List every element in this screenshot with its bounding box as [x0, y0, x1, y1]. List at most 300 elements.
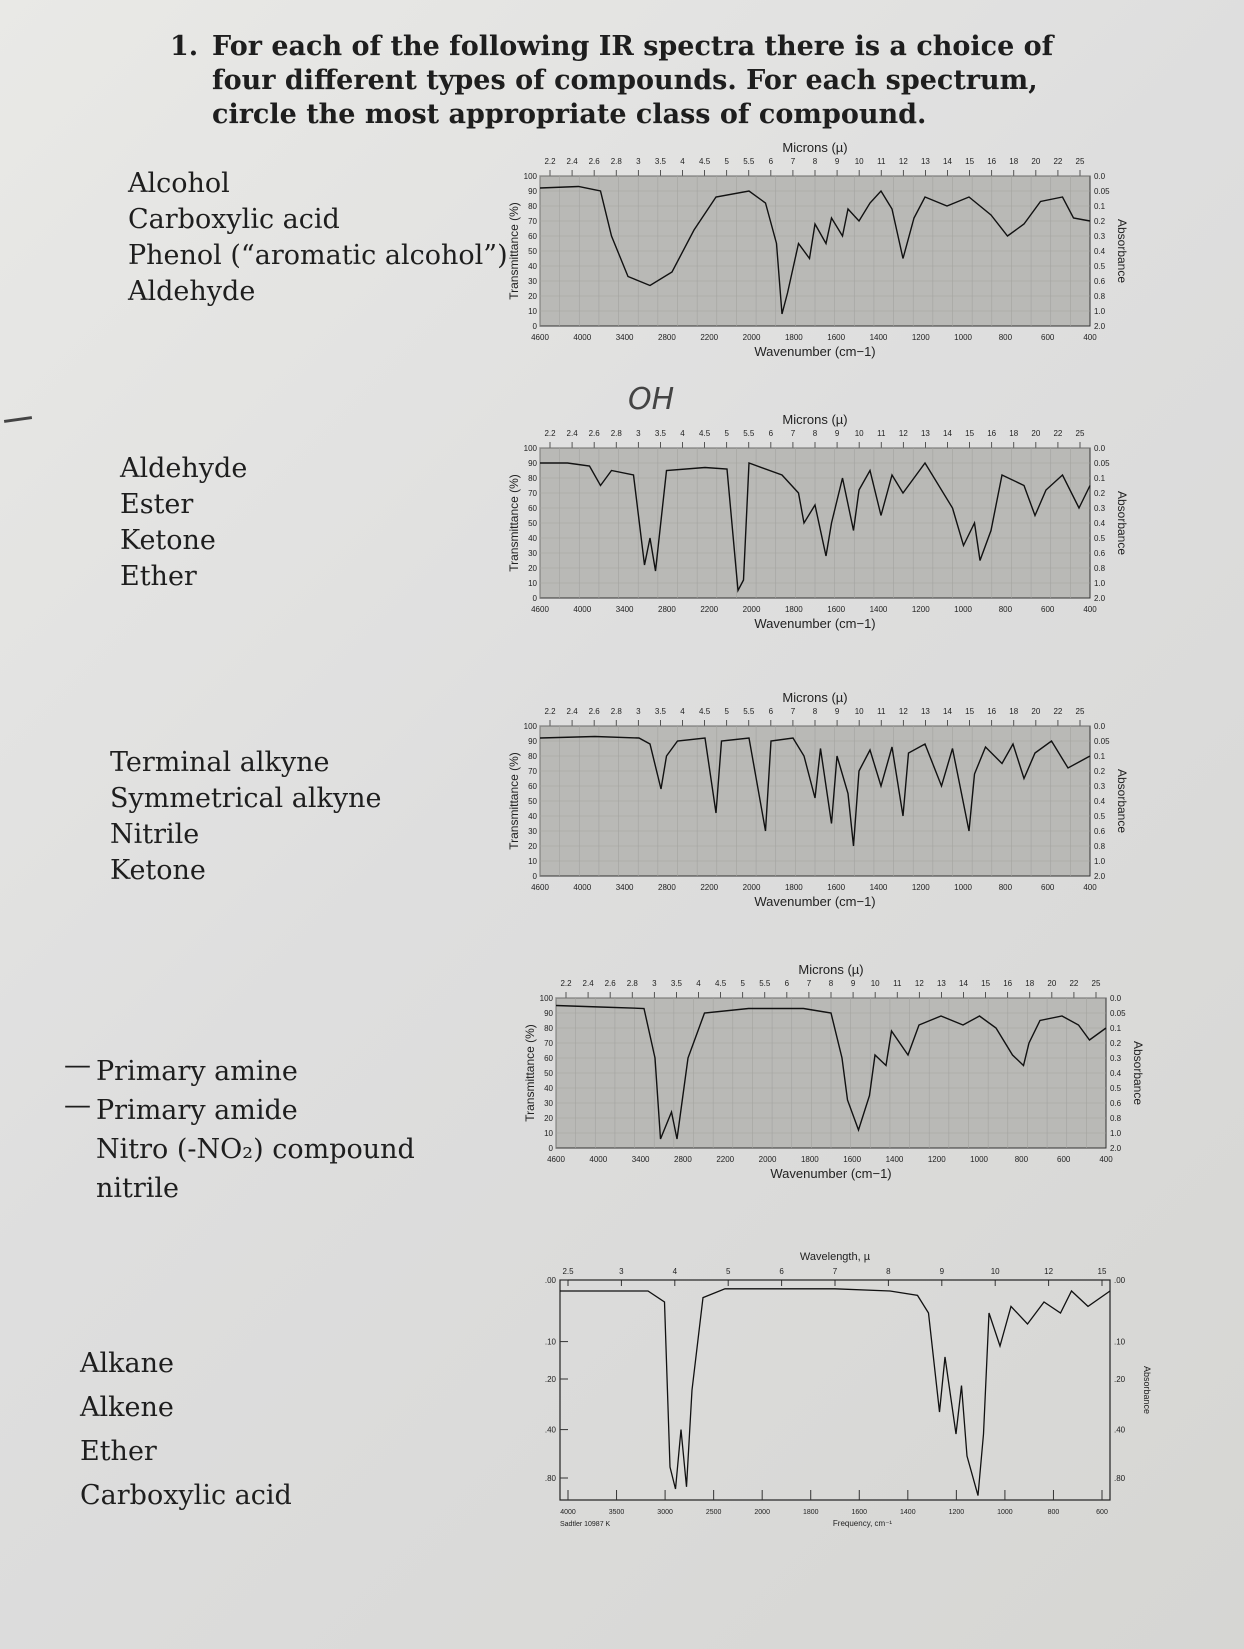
- micron-tick-label: 7: [806, 979, 812, 988]
- micron-tick-label: 2.8: [610, 429, 622, 438]
- micron-tick-label: 14: [959, 979, 968, 988]
- transmittance-tick-label: 80: [528, 474, 537, 483]
- wavelength-tick-label: 2.5: [562, 1267, 574, 1276]
- micron-tick-label: 5.5: [743, 707, 755, 716]
- micron-tick-label: 9: [834, 429, 840, 438]
- absorbance-tick-label: 0.4: [1094, 519, 1106, 528]
- wavenumber-tick-label: 1800: [800, 1155, 819, 1164]
- micron-tick-label: 22: [1069, 979, 1079, 988]
- micron-tick-label: 9: [834, 707, 840, 716]
- absorbance-tick-label: 0.3: [1094, 504, 1106, 513]
- spectrum-group: [523, 962, 1145, 1181]
- wavenumber-tick-label: 2800: [658, 605, 676, 614]
- wavenumber-tick-label: 800: [998, 883, 1013, 892]
- micron-tick-label: 4: [680, 429, 685, 438]
- absorbance-tick-label: 0.3: [1110, 1054, 1122, 1063]
- frequency-tick-label: 3000: [657, 1509, 673, 1516]
- absorbance-tick-label: 0.4: [1094, 797, 1106, 806]
- wavenumber-tick-label: 1200: [911, 605, 930, 614]
- left-tick-label: .20: [544, 1375, 556, 1384]
- choice-set-4: [96, 1052, 415, 1208]
- micron-tick-label: 3.5: [670, 979, 682, 988]
- choice-set-5: [80, 1342, 292, 1518]
- wavenumber-tick-label: 2000: [742, 883, 761, 892]
- plot-area: [560, 1280, 1110, 1500]
- choice-option[interactable]: Primary amide: [96, 1095, 298, 1126]
- wavenumber-axis-label: Wavenumber (cm−1): [754, 894, 876, 909]
- frequency-tick-label: 1400: [900, 1509, 916, 1516]
- absorbance-tick-label: 0.2: [1094, 489, 1106, 498]
- choice-option[interactable]: Alkane: [80, 1348, 174, 1379]
- wavenumber-tick-label: 4600: [531, 883, 549, 892]
- absorbance-tick-label: 0.3: [1094, 232, 1106, 241]
- absorbance-axis-label: Absorbance: [1115, 218, 1129, 284]
- absorbance-tick-label: 0.1: [1094, 202, 1106, 211]
- micron-tick-label: 20: [1031, 157, 1041, 166]
- absorbance-tick-label: 2.0: [1110, 1144, 1122, 1153]
- spectrum-svg: [530, 1250, 1170, 1550]
- wavenumber-tick-label: 800: [998, 605, 1013, 614]
- micron-tick-label: 9: [850, 979, 856, 988]
- micron-tick-label: 14: [943, 429, 952, 438]
- transmittance-tick-label: 20: [528, 292, 537, 301]
- micron-tick-label: 16: [987, 157, 997, 166]
- wavenumber-tick-label: 600: [1041, 333, 1055, 342]
- wavenumber-axis-label: Wavenumber (cm−1): [754, 616, 876, 631]
- choice-option[interactable]: Phenol (“aromatic alcohol”): [128, 240, 508, 271]
- micron-tick-label: 2.6: [588, 707, 600, 716]
- absorbance-tick-label: 0.2: [1110, 1039, 1122, 1048]
- right-tick-label: .20: [1114, 1375, 1126, 1384]
- micron-tick-label: 12: [898, 707, 908, 716]
- wavenumber-tick-label: 2200: [700, 605, 719, 614]
- micron-tick-label: 22: [1053, 707, 1063, 716]
- transmittance-tick-label: 20: [544, 1114, 553, 1123]
- ir-spectrum-4: [523, 962, 1146, 1226]
- spectrum-svg: [507, 690, 1130, 950]
- absorbance-tick-label: 2.0: [1094, 322, 1106, 331]
- transmittance-tick-label: 90: [528, 737, 537, 746]
- absorbance-tick-label: 0.0: [1094, 722, 1106, 731]
- frequency-tick-label: 1600: [851, 1509, 868, 1516]
- hand-dash-mark: —: [64, 1090, 91, 1121]
- micron-tick-label: 2.2: [560, 979, 572, 988]
- transmittance-tick-label: 10: [544, 1129, 553, 1138]
- micron-tick-label: 3.5: [654, 429, 666, 438]
- absorbance-tick-label: 0.05: [1094, 737, 1110, 746]
- transmittance-tick-label: 100: [539, 994, 553, 1003]
- micron-tick-label: 3: [636, 429, 641, 438]
- micron-tick-label: 22: [1053, 157, 1063, 166]
- micron-tick-label: 5: [724, 429, 729, 438]
- micron-tick-label: 25: [1075, 157, 1085, 166]
- choice-option[interactable]: Nitro (-NO₂) compound: [96, 1134, 415, 1165]
- wavenumber-tick-label: 400: [1083, 605, 1097, 614]
- transmittance-tick-label: 10: [528, 857, 537, 866]
- micron-tick-label: 7: [790, 707, 796, 716]
- choice-option[interactable]: Carboxylic acid: [128, 204, 340, 235]
- wavenumber-tick-label: 2200: [700, 883, 719, 892]
- wavenumber-tick-label: 3400: [615, 333, 634, 342]
- transmittance-tick-label: 70: [528, 217, 537, 226]
- micron-tick-label: 7: [790, 157, 796, 166]
- micron-tick-label: 20: [1031, 429, 1041, 438]
- absorbance-tick-label: 0.1: [1094, 752, 1106, 761]
- wavenumber-tick-label: 800: [998, 333, 1013, 342]
- choice-option[interactable]: Ketone: [120, 525, 216, 556]
- absorbance-axis-label: Absorbance: [1115, 768, 1129, 834]
- micron-tick-label: 15: [981, 979, 991, 988]
- choice-option[interactable]: nitrile: [96, 1173, 180, 1204]
- transmittance-tick-label: 100: [523, 444, 537, 453]
- wavenumber-tick-label: 3400: [615, 883, 634, 892]
- absorbance-tick-label: 2.0: [1094, 872, 1106, 881]
- wavenumber-tick-label: 4000: [573, 883, 592, 892]
- absorbance-tick-label: 0.05: [1110, 1009, 1126, 1018]
- frequency-tick-label: 1200: [948, 1509, 965, 1516]
- micron-tick-label: 10: [854, 707, 864, 716]
- wavenumber-tick-label: 3400: [615, 605, 634, 614]
- micron-tick-label: 8: [828, 979, 834, 988]
- choice-option[interactable]: Aldehyde: [128, 276, 256, 307]
- frequency-tick-label: 1000: [997, 1509, 1013, 1516]
- wavenumber-tick-label: 4000: [573, 333, 592, 342]
- transmittance-tick-label: 20: [528, 842, 537, 851]
- absorbance-tick-label: 0.8: [1094, 292, 1106, 301]
- transmittance-tick-label: 0: [532, 594, 537, 603]
- micron-tick-label: 11: [877, 707, 886, 716]
- wavenumber-tick-label: 1600: [827, 605, 846, 614]
- wavelength-tick-label: 8: [886, 1267, 891, 1276]
- choice-option[interactable]: Symmetrical alkyne: [110, 783, 382, 814]
- choice-set-1: [128, 166, 508, 310]
- wavelength-tick-label: 4: [672, 1267, 678, 1276]
- transmittance-tick-label: 40: [528, 534, 537, 543]
- wavenumber-tick-label: 400: [1083, 333, 1097, 342]
- transmittance-tick-label: 30: [528, 549, 537, 558]
- micron-tick-label: 2.4: [582, 979, 594, 988]
- wavenumber-tick-label: 1400: [885, 1155, 904, 1164]
- wavenumber-tick-label: 1000: [970, 1155, 988, 1164]
- wavenumber-tick-label: 4600: [531, 333, 549, 342]
- micron-tick-label: 12: [898, 157, 908, 166]
- wavenumber-tick-label: 600: [1041, 605, 1055, 614]
- micron-tick-label: 5.5: [743, 429, 755, 438]
- ir-spectrum-2: [507, 412, 1130, 676]
- right-tick-label: .80: [1114, 1474, 1126, 1483]
- micron-tick-label: 2.6: [604, 979, 616, 988]
- absorbance-tick-label: 0.8: [1094, 842, 1106, 851]
- micron-tick-label: 10: [854, 429, 864, 438]
- transmittance-tick-label: 90: [528, 187, 537, 196]
- micron-tick-label: 18: [1025, 979, 1035, 988]
- micron-tick-label: 10: [854, 157, 864, 166]
- ir-spectrum-3: [507, 690, 1130, 954]
- wavenumber-tick-label: 4600: [531, 605, 549, 614]
- micron-tick-label: 13: [920, 157, 930, 166]
- micron-tick-label: 15: [965, 157, 975, 166]
- micron-tick-label: 5.5: [759, 979, 771, 988]
- micron-tick-label: 5: [724, 707, 729, 716]
- wavelength-tick-label: 15: [1097, 1267, 1107, 1276]
- wavenumber-tick-label: 600: [1041, 883, 1055, 892]
- micron-tick-label: 16: [987, 707, 997, 716]
- micron-tick-label: 16: [1003, 979, 1013, 988]
- absorbance-tick-label: 0.0: [1094, 444, 1106, 453]
- micron-tick-label: 2.6: [588, 157, 600, 166]
- micron-tick-label: 25: [1091, 979, 1101, 988]
- wavenumber-tick-label: 2000: [758, 1155, 777, 1164]
- micron-tick-label: 2.8: [610, 707, 622, 716]
- micron-tick-label: 22: [1053, 429, 1063, 438]
- micron-tick-label: 6: [768, 429, 774, 438]
- micron-tick-label: 14: [943, 707, 952, 716]
- micron-tick-label: 25: [1075, 429, 1085, 438]
- wavenumber-tick-label: 1600: [843, 1155, 862, 1164]
- wavelength-tick-label: 7: [832, 1267, 838, 1276]
- micron-tick-label: 2.2: [544, 707, 556, 716]
- micron-tick-label: 18: [1009, 157, 1019, 166]
- absorbance-tick-label: 0.05: [1094, 459, 1110, 468]
- choice-option[interactable]: Alkene: [80, 1392, 174, 1423]
- frequency-tick-label: 4000: [560, 1509, 576, 1516]
- wavenumber-tick-label: 2800: [658, 333, 676, 342]
- absorbance-tick-label: 0.4: [1094, 247, 1106, 256]
- left-tick-label: .10: [544, 1337, 556, 1347]
- wavenumber-tick-label: 1800: [784, 333, 803, 342]
- transmittance-tick-label: 60: [528, 232, 537, 241]
- micron-tick-label: 18: [1009, 429, 1019, 438]
- absorbance-tick-label: 0.6: [1110, 1099, 1122, 1108]
- transmittance-axis-label: Transmittance (%): [507, 752, 521, 850]
- micron-tick-label: 4: [696, 979, 701, 988]
- transmittance-tick-label: 70: [528, 489, 537, 498]
- micron-tick-label: 11: [893, 979, 902, 988]
- transmittance-tick-label: 80: [544, 1024, 553, 1033]
- transmittance-axis-label: Transmittance (%): [507, 202, 521, 300]
- choice-option[interactable]: Terminal alkyne: [110, 747, 330, 778]
- choice-option[interactable]: Ether: [80, 1436, 157, 1467]
- micron-tick-label: 2.2: [544, 157, 556, 166]
- frequency-tick-label: 1800: [802, 1509, 819, 1516]
- right-tick-label: .40: [1114, 1425, 1126, 1435]
- absorbance-tick-label: 0.5: [1094, 534, 1106, 543]
- micron-tick-label: 3: [636, 157, 641, 166]
- transmittance-tick-label: 40: [528, 812, 537, 821]
- choice-option[interactable]: Nitrile: [110, 819, 200, 850]
- wavenumber-tick-label: 1000: [954, 883, 972, 892]
- absorbance-tick-label: 2.0: [1094, 594, 1106, 603]
- wavenumber-axis-label: Wavenumber (cm−1): [754, 344, 876, 359]
- absorbance-tick-label: 0.2: [1094, 767, 1106, 776]
- microns-axis-label: Microns (µ): [798, 962, 864, 977]
- transmittance-tick-label: 90: [528, 459, 537, 468]
- choice-option[interactable]: Aldehyde: [120, 453, 248, 484]
- absorbance-tick-label: 0.5: [1110, 1084, 1122, 1093]
- micron-tick-label: 12: [914, 979, 924, 988]
- choice-option[interactable]: Primary amine: [96, 1056, 298, 1087]
- micron-tick-label: 13: [936, 979, 946, 988]
- ir-spectrum-1: [507, 140, 1130, 404]
- transmittance-tick-label: 10: [528, 307, 537, 316]
- micron-tick-label: 3.5: [654, 157, 666, 166]
- micron-tick-label: 15: [965, 707, 975, 716]
- wavenumber-tick-label: 3400: [631, 1155, 650, 1164]
- absorbance-tick-label: 0.4: [1110, 1069, 1122, 1078]
- wavelength-tick-label: 10: [990, 1267, 1000, 1276]
- question-text: For each of the following IR spectra there is a choice of four different types of compounds. For each spectrum, circle the most appropriate class of compound.: [212, 31, 1054, 130]
- transmittance-tick-label: 70: [528, 767, 537, 776]
- absorbance-tick-label: 0.8: [1094, 564, 1106, 573]
- ir-spectrum-5: [530, 1250, 1170, 1554]
- absorbance-tick-label: 0.6: [1094, 827, 1106, 836]
- choice-set-3: [110, 745, 381, 889]
- transmittance-tick-label: 50: [528, 797, 537, 806]
- wavenumber-tick-label: 1600: [827, 333, 846, 342]
- micron-tick-label: 4: [680, 707, 685, 716]
- transmittance-axis-label: Transmittance (%): [507, 474, 521, 572]
- absorbance-tick-label: 0.6: [1094, 277, 1106, 286]
- wavenumber-tick-label: 1400: [869, 605, 888, 614]
- microns-axis-label: Microns (µ): [782, 690, 848, 705]
- transmittance-tick-label: 30: [528, 277, 537, 286]
- transmittance-tick-label: 0: [548, 1144, 553, 1153]
- wavenumber-tick-label: 2000: [742, 605, 761, 614]
- micron-tick-label: 3.5: [654, 707, 666, 716]
- micron-tick-label: 2.8: [610, 157, 622, 166]
- micron-tick-label: 11: [877, 157, 886, 166]
- absorbance-tick-label: 1.0: [1094, 307, 1106, 316]
- choice-option[interactable]: Ester: [120, 489, 194, 520]
- transmittance-tick-label: 50: [528, 247, 537, 256]
- spectrum-group: [507, 140, 1129, 359]
- left-tick-label: .40: [544, 1425, 556, 1435]
- wavenumber-tick-label: 1600: [827, 883, 846, 892]
- micron-tick-label: 2.4: [566, 429, 578, 438]
- micron-tick-label: 5: [740, 979, 745, 988]
- wavenumber-tick-label: 600: [1057, 1155, 1071, 1164]
- micron-tick-label: 8: [812, 707, 818, 716]
- spectrum-group: [545, 1251, 1152, 1528]
- micron-tick-label: 25: [1075, 707, 1085, 716]
- micron-tick-label: 10: [870, 979, 880, 988]
- absorbance-tick-label: 0.8: [1110, 1114, 1122, 1123]
- wavelength-tick-label: 3: [619, 1267, 624, 1276]
- microns-axis-label: Microns (µ): [782, 412, 848, 427]
- wavelength-tick-label: 6: [779, 1267, 784, 1276]
- micron-tick-label: 4.5: [699, 707, 711, 716]
- absorbance-tick-label: 0.1: [1110, 1024, 1122, 1033]
- choice-option[interactable]: Carboxylic acid: [80, 1480, 292, 1511]
- choice-option[interactable]: Ketone: [110, 855, 206, 886]
- micron-tick-label: 3: [636, 707, 641, 716]
- transmittance-tick-label: 30: [544, 1099, 553, 1108]
- spectrum-group: [507, 412, 1129, 631]
- absorbance-tick-label: 0.5: [1094, 812, 1106, 821]
- absorbance-tick-label: 1.0: [1110, 1129, 1122, 1138]
- micron-tick-label: 4: [680, 157, 685, 166]
- frequency-tick-label: 800: [1047, 1509, 1060, 1516]
- transmittance-tick-label: 60: [528, 504, 537, 513]
- absorbance-axis-label: Absorbance: [1131, 1040, 1145, 1106]
- micron-tick-label: 14: [943, 157, 952, 166]
- wavenumber-tick-label: 2200: [716, 1155, 735, 1164]
- micron-tick-label: 12: [898, 429, 908, 438]
- hand-dash-mark: —: [64, 1050, 91, 1081]
- micron-tick-label: 2.6: [588, 429, 600, 438]
- absorbance-tick-label: 0.5: [1094, 262, 1106, 271]
- wavenumber-tick-label: 400: [1099, 1155, 1113, 1164]
- absorbance-tick-label: 0.0: [1094, 172, 1106, 181]
- spectrum-trace: [560, 1289, 1110, 1496]
- absorbance-tick-label: 0.1: [1094, 474, 1106, 483]
- micron-tick-label: 13: [920, 707, 930, 716]
- micron-tick-label: 11: [877, 429, 886, 438]
- frequency-tick-label: 2500: [705, 1509, 722, 1516]
- micron-tick-label: 7: [790, 429, 796, 438]
- question-number: 1.: [170, 31, 199, 62]
- transmittance-tick-label: 40: [544, 1084, 553, 1093]
- micron-tick-label: 2.8: [626, 979, 638, 988]
- micron-tick-label: 16: [987, 429, 997, 438]
- transmittance-tick-label: 80: [528, 202, 537, 211]
- frequency-axis-label: Frequency, cm⁻¹: [832, 1519, 893, 1528]
- micron-tick-label: 4.5: [699, 429, 711, 438]
- microns-axis-label: Microns (µ): [782, 140, 848, 155]
- micron-tick-label: 8: [812, 157, 818, 166]
- frequency-tick-label: 3500: [608, 1509, 625, 1516]
- right-tick-label: .00: [1114, 1276, 1126, 1285]
- wavenumber-tick-label: 1400: [869, 333, 888, 342]
- transmittance-tick-label: 40: [528, 262, 537, 271]
- wavelength-axis-label: Wavelength, µ: [799, 1251, 871, 1263]
- wavenumber-tick-label: 800: [1014, 1155, 1029, 1164]
- absorbance-axis-label: Absorbance: [1115, 490, 1129, 556]
- wavenumber-tick-label: 4600: [547, 1155, 565, 1164]
- wavelength-tick-label: 12: [1044, 1267, 1054, 1276]
- wavenumber-tick-label: 1200: [911, 333, 930, 342]
- spectrum-group: [507, 690, 1129, 909]
- transmittance-tick-label: 70: [544, 1039, 553, 1048]
- micron-tick-label: 4.5: [715, 979, 727, 988]
- transmittance-tick-label: 90: [544, 1009, 553, 1018]
- micron-tick-label: 8: [812, 429, 818, 438]
- wavenumber-tick-label: 4000: [573, 605, 592, 614]
- sadtler-credit: Sadtler 10987 K: [560, 1521, 611, 1528]
- transmittance-axis-label: Transmittance (%): [523, 1024, 537, 1122]
- choice-option[interactable]: Alcohol: [128, 168, 230, 199]
- absorbance-tick-label: 0.2: [1094, 217, 1106, 226]
- wavenumber-tick-label: 2800: [658, 883, 676, 892]
- transmittance-tick-label: 100: [523, 722, 537, 731]
- transmittance-tick-label: 30: [528, 827, 537, 836]
- choice-option[interactable]: Ether: [120, 561, 197, 592]
- wavenumber-tick-label: 1200: [927, 1155, 946, 1164]
- absorbance-tick-label: 0.0: [1110, 994, 1122, 1003]
- micron-tick-label: 4.5: [699, 157, 711, 166]
- transmittance-tick-label: 0: [532, 322, 537, 331]
- frequency-tick-label: 600: [1096, 1509, 1108, 1516]
- micron-tick-label: 2.4: [566, 157, 578, 166]
- micron-tick-label: 20: [1047, 979, 1057, 988]
- wavenumber-tick-label: 1800: [784, 605, 803, 614]
- micron-tick-label: 13: [920, 429, 930, 438]
- left-tick-label: .00: [544, 1276, 556, 1285]
- micron-tick-label: 5: [724, 157, 729, 166]
- wavenumber-tick-label: 2800: [674, 1155, 692, 1164]
- spectrum-svg: [523, 962, 1146, 1222]
- wavenumber-tick-label: 400: [1083, 883, 1097, 892]
